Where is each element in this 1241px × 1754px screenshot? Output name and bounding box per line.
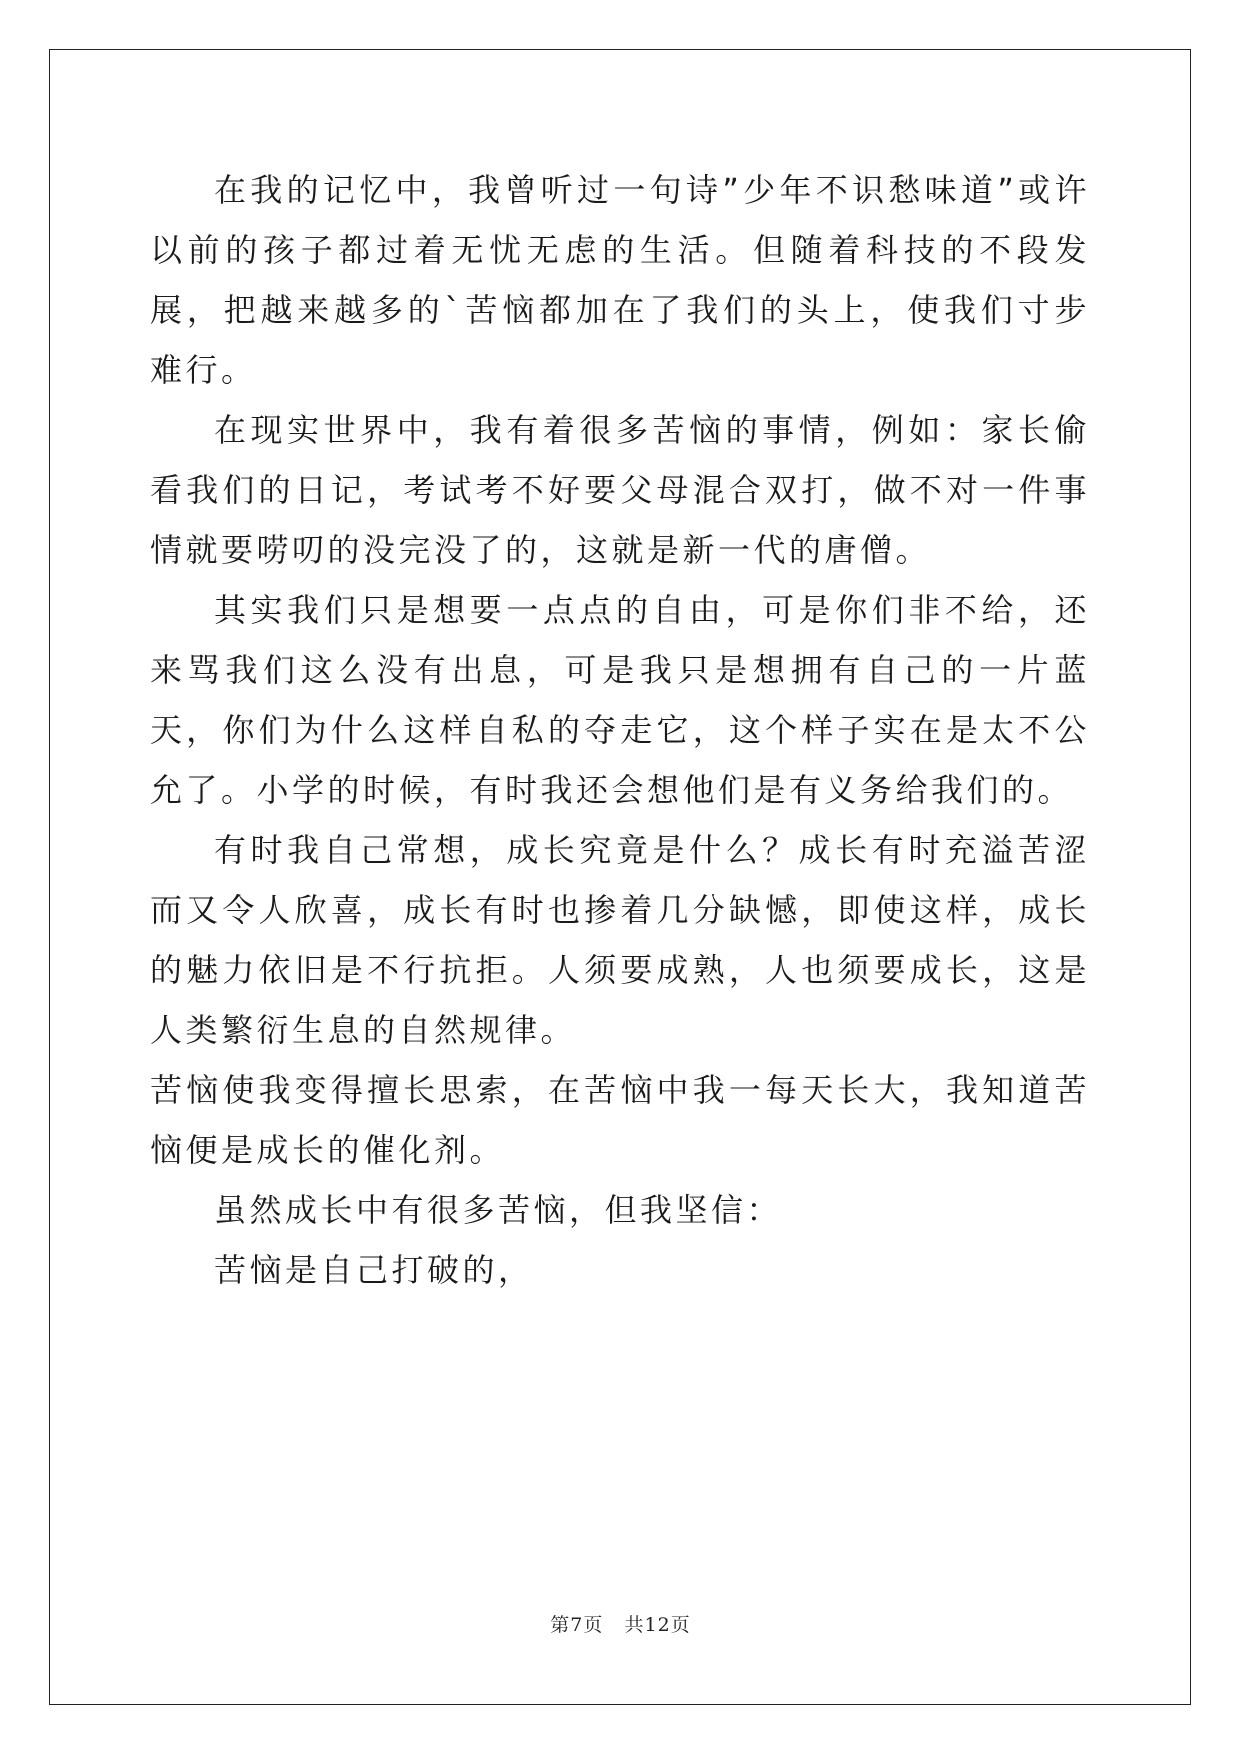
page-number: 第7页 bbox=[550, 1614, 604, 1636]
page-total: 共12页 bbox=[624, 1614, 691, 1636]
paragraph-4: 有时我自己常想，成长究竟是什么？成长有时充溢苦涩而又令人欣喜，成长有时也掺着几分缺憾，即使这样，成长的魅力依旧是不行抗拒。人须要成熟，人也须要成长，这是人类繁衍生息的自然规律。 bbox=[150, 831, 1090, 1049]
page-footer bbox=[0, 1610, 1241, 1637]
paragraph-7: 苦恼是自己打破的， bbox=[214, 1251, 534, 1289]
paragraph-2: 在现实世界中，我有着很多苦恼的事情，例如：家长偷看我们的日记，考试考不好要父母混合双打，做不对一件事情就要唠叨的没完没了的，这就是新一代的唐僧。 bbox=[150, 411, 1090, 569]
paragraph-5: 苦恼使我变得擅长思索，在苦恼中我一每天长大，我知道苦恼便是成长的催化剂。 bbox=[150, 1071, 1090, 1169]
paragraph-3: 其实我们只是想要一点点的自由，可是你们非不给，还来骂我们这么没有出息，可是我只是想拥有自己的一片蓝天，你们为什么这样自私的夺走它，这个样子实在是太不公允了。小学的时候，有时我还会想他们是有义务给我们的。 bbox=[150, 591, 1090, 809]
paragraph-1: 在我的记忆中，我曾听过一句诗”少年不识愁味道”或许以前的孩子都过着无忧无虑的生活。但随着科技的不段发展，把越来越多的`苦恼都加在了我们的头上，使我们寸步难行。 bbox=[150, 171, 1090, 389]
paragraph-6: 虽然成长中有很多苦恼，但我坚信： bbox=[214, 1191, 783, 1229]
document-body bbox=[150, 160, 1090, 1300]
